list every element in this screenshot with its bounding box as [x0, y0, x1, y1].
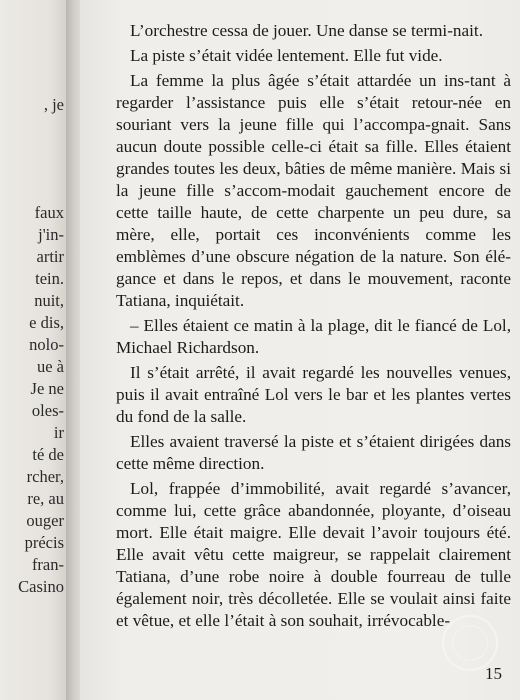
left-page-fragment: Je ne [30, 379, 64, 398]
left-page-fragment: rcher, [26, 467, 64, 486]
left-page-fragment: e dis, [29, 313, 64, 332]
left-page-edge [0, 0, 70, 700]
left-page-fragment: j'in- [38, 225, 64, 244]
left-page-fragment: ir [53, 423, 64, 442]
left-page-fragment: tein. [35, 269, 64, 288]
left-page-fragment: nuit, [34, 291, 64, 310]
left-page-fragment: ue à [36, 357, 64, 376]
body-text [116, 20, 511, 635]
right-page [80, 0, 520, 700]
watermark-seal [442, 615, 498, 671]
left-page-fragment: oles- [31, 401, 64, 420]
paragraph: L’orchestre cessa de jouer. Une danse se termi-nait. [130, 21, 484, 40]
page-number: 15 [485, 664, 502, 683]
left-page-fragment: nolo- [29, 335, 64, 354]
left-page-fragment: té de [32, 445, 64, 464]
paragraph: Il s’était arrêté, il avait regardé les nouvelles venues, puis il avait entraîné Lol vers le bar et les plantes vertes du fond de la salle. [116, 363, 511, 426]
left-page-fragment: ouger [26, 511, 64, 530]
left-page-fragment: , je [43, 95, 64, 114]
left-page-fragment: Casino [18, 577, 64, 596]
paragraph: La piste s’était vidée lentement. Elle fut vide. [130, 46, 443, 65]
left-page-fragment: fran- [31, 555, 64, 574]
paragraph: Lol, frappée d’immobilité, avait regardé s’avancer, comme lui, cette grâce abandonnée, ployante, d’oiseau mort. Elle était maigre. Elle devait l’avoir toujours été. Elle avait vêtu cette maigreur, se rappelait clairement Tatiana, d’une robe noire à double fourreau de tulle également noir, très décolletée. Elle se voulait ainsi faite et vêtue, et elle l’était à son souhait, irrévocable- [116, 479, 511, 630]
paragraph: La femme la plus âgée s’était attardée un ins-tant à regarder l’assistance puis elle s’était retour-née en souriant vers la jeune fille qui l’accompa-gnait. Sans aucun doute possible celle-ci était sa fille. Elles étaient grandes toutes les deux, bâties de même manière. Mais si la jeune fille s’accom-modait gauchement encore de cette taille haute, de cette charpente un peu dure, sa mère, elle, portait ces inconvénients comme les emblèmes d’une obscure négation de la nature. Son élé-gance et dans le repos, et dans le mouvement, raconte Tatiana, inquiétait. [116, 71, 511, 310]
left-page-fragment: précis [24, 533, 64, 552]
left-page-fragment: faux [34, 203, 64, 222]
paragraph: – Elles étaient ce matin à la plage, dit le fiancé de Lol, Michael Richardson. [116, 316, 511, 357]
left-page-fragment: artir [36, 247, 64, 266]
left-page-fragment: re, au [27, 489, 64, 508]
paragraph: Elles avaient traversé la piste et s’étaient dirigées dans cette même direction. [116, 432, 511, 473]
